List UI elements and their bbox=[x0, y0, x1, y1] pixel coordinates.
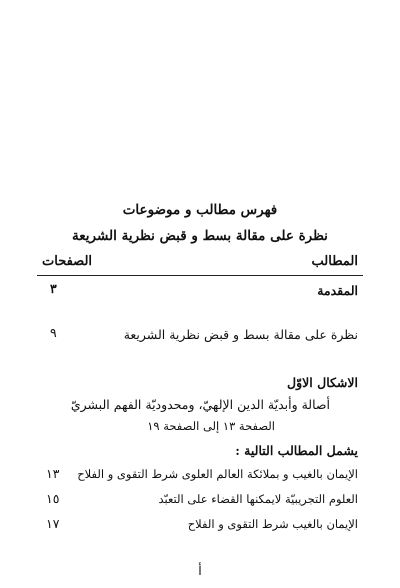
toc-entry-page: ٩ bbox=[50, 325, 57, 340]
toc-entry-page: ٣ bbox=[50, 281, 57, 296]
section-pages-range: الصفحة ١٣ إلى الصفحة ١٩ bbox=[147, 419, 275, 433]
section-item-page: ١٥ bbox=[46, 491, 60, 506]
toc-subtitle: نظرة على مقالة بسط و قبض نظرية الشريعة bbox=[72, 228, 328, 244]
section-includes-label: يشمل المطالب التالية : bbox=[235, 443, 358, 458]
section-item-page: ١٧ bbox=[46, 516, 60, 531]
section-item-label: الإيمان بالغيب شرط التقوى و الفلاح bbox=[187, 517, 358, 531]
toc-entry-label: المقدمة bbox=[317, 283, 358, 298]
column-header-topics: المطالب bbox=[311, 254, 358, 269]
section-description: أصالة وأبديّة الدين الإلهيّ، ومحدوديّة الفهم البشريّ bbox=[70, 397, 330, 412]
section-item-label: الإيمان بالغيب و بملائكة العالم العلوى شرط التقوى و الفلاح bbox=[77, 467, 358, 481]
column-header-pages: الصفحات bbox=[42, 254, 93, 269]
toc-entry-label: نظرة على مقالة بسط و قبض نظرية الشريعة bbox=[123, 327, 358, 342]
page-marker: أ bbox=[198, 563, 202, 578]
section-heading: الاشكال الاوّل bbox=[287, 375, 358, 390]
section-item-page: ١٣ bbox=[46, 466, 60, 481]
header-divider bbox=[37, 275, 363, 276]
section-item-label: العلوم التجريبيّة لايمكنها القضاء على التعبّد bbox=[158, 492, 358, 506]
toc-title: فهرس مطالب و موضوعات bbox=[122, 202, 278, 218]
